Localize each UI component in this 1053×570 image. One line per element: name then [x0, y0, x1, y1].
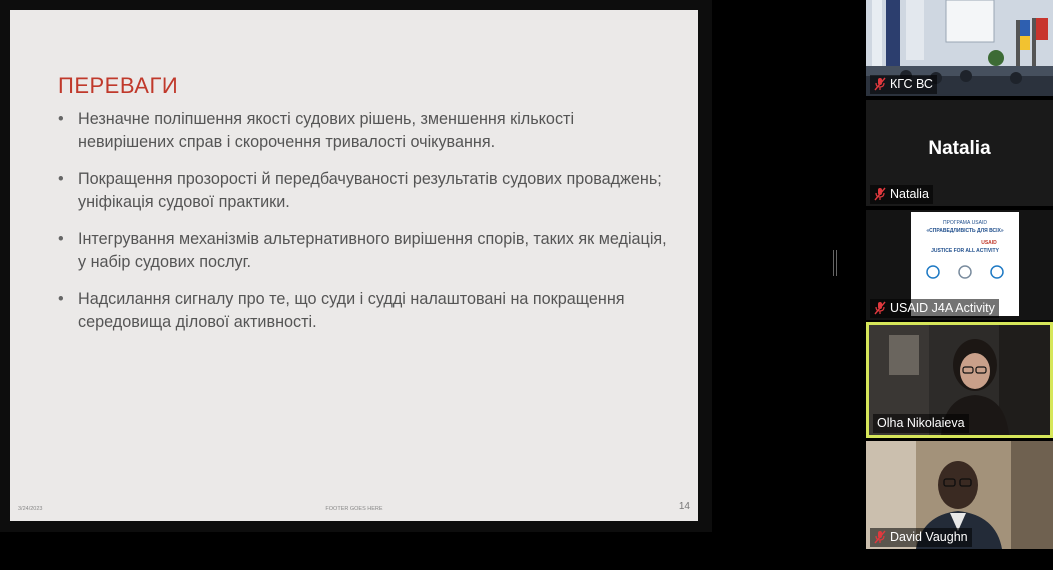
svg-text:«СПРАВЕДЛИВІСТЬ ДЛЯ ВСІХ»: «СПРАВЕДЛИВІСТЬ ДЛЯ ВСІХ»	[926, 228, 1004, 234]
participant-name-label: КГС ВС	[870, 75, 937, 94]
participant-tile-natalia[interactable]	[866, 100, 1053, 206]
mic-muted-icon	[874, 530, 886, 544]
participant-name-label: Natalia	[870, 185, 933, 204]
presentation-slide	[10, 10, 698, 521]
slide-title: ПЕРЕВАГИ	[58, 73, 179, 98]
participant-tile-david-vaughn[interactable]	[866, 441, 1053, 549]
slide-bullet: • Інтегрування механізмів альтернативного вирішення спорів, таких як медіація, у набір судових послуг.	[58, 230, 667, 271]
mic-muted-icon	[874, 77, 886, 91]
bullet-dot-icon: •	[58, 290, 64, 308]
svg-text:ПРОГРАМА USAID: ПРОГРАМА USAID	[943, 220, 987, 226]
slide-bullet: • Надсилання сигналу про те, що суди і судді налаштовані на покращення середовища ділової активності.	[58, 290, 625, 331]
mic-muted-icon	[874, 187, 886, 201]
bullet-dot-icon: •	[58, 170, 64, 188]
meeting-toolbar-area	[0, 532, 866, 570]
participant-name-label: David Vaughn	[870, 528, 972, 547]
slide-page-number: 14	[678, 501, 690, 512]
slide-bullet-list	[58, 108, 668, 348]
participant-gallery	[866, 0, 1053, 570]
participant-tile-kgs-vs[interactable]	[866, 0, 1053, 96]
mic-muted-icon	[874, 301, 886, 315]
slide-bullet: • Незначне поліпшення якості судових рішень, зменшення кількості невирішених справ і скорочення тривалості очікування.	[58, 110, 575, 151]
participant-tile-usaid[interactable]	[866, 210, 1053, 320]
slide-date: 3/24/2023	[18, 506, 43, 512]
participant-name-label: Olha Nikolaieva	[873, 414, 969, 433]
slide-footer-text: FOOTER GOES HERE	[325, 506, 383, 512]
gallery-resize-handle[interactable]	[833, 250, 837, 276]
svg-text:JUSTICE FOR ALL ACTIVITY: JUSTICE FOR ALL ACTIVITY	[931, 248, 999, 254]
bullet-dot-icon: •	[58, 110, 64, 128]
slide-bullet: • Покращення прозорості й передбачуваності результатів судових проваджень; уніфікація судової практики.	[58, 170, 662, 211]
participant-name-label: USAID J4A Activity	[870, 299, 999, 318]
participant-tile-olha-active-speaker[interactable]	[866, 322, 1053, 438]
svg-text:USAID: USAID	[981, 240, 997, 246]
bullet-dot-icon: •	[58, 230, 64, 248]
screen-share-margin	[712, 0, 828, 532]
participant-placeholder-name: Natalia	[928, 138, 991, 159]
slide-footer	[10, 499, 698, 521]
